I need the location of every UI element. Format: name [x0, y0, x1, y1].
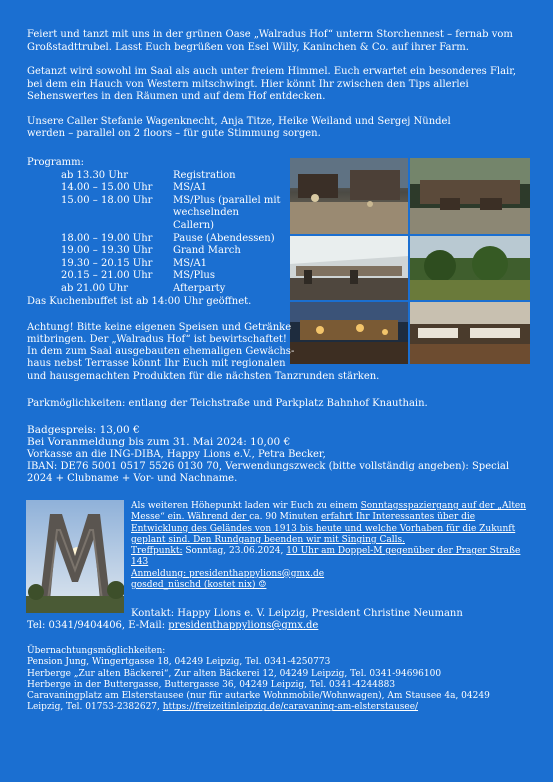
hall-interior-photo: [290, 236, 408, 300]
walk-title-link[interactable]: Sonntagsspaziergang auf der „Alten: [360, 501, 527, 511]
lodging-item: Pension Jung, Wingertgasse 18, 04249 Leipzig, Tel. 0341-4250773: [27, 657, 331, 668]
early-price: Bei Voranmeldung bis zum 31. Mai 2024: 10,00 €: [27, 436, 291, 448]
lodging-item: Caravaningplatz am Elsterstausee (nur für autarke Wohnmobile/Wohnwagen), Am Stausee 4a, 04249: [27, 691, 490, 702]
parking-text: Parkmöglichkeiten: entlang der Teichstraße und Parkplatz Bahnhof Knauthain.: [27, 398, 428, 409]
intro-paragraph-2: Getanzt wird sowohl im Saal als auch unter freiem Himmel. Euch erwartet ein besonderes Flair, bei dem ein Hauch von Western mitschwingt. Hier könnt Ihr zwischen den Tips allerlei Sehenswertes in den Räumen und auf dem Hof entdecken.: [27, 66, 517, 103]
notice-line-2: mitbringen. Der „Walradus Hof“ ist bewirtschaftet!: [27, 334, 287, 345]
caravaning-link[interactable]: https://freizeitinleipzig.de/caravaning-am-elsterstausee/: [162, 702, 419, 713]
program-heading: Programm:: [27, 157, 85, 168]
lodging-item: Herberge „Zur alten Bäckerei“, Zur alten Bäckerei 12, 04249 Leipzig, Tel. 0341-94696100: [27, 668, 442, 679]
evening-terrace-photo: [290, 302, 408, 364]
program-row: 20.15 – 21.00 Uhr MS/Plus: [61, 270, 215, 282]
callers-line: Unsere Caller Stefanie Wagenknecht, Anja Titze, Heike Weiland und Sergej Nündel: [27, 116, 451, 127]
callers-line-2: werden – parallel on 2 floors – für gute Stimmung sorgen.: [27, 128, 321, 139]
program-row: ab 21.00 Uhr Afterparty: [61, 282, 226, 294]
meeting-point-label: Treffpunkt:: [131, 546, 183, 557]
program-row: ab 13.30 Uhr Registration: [61, 169, 236, 181]
intro-paragraph-1: Feiert und tanzt mit uns in der grünen Oase „Walradus Hof“ unterm Storchennest – fernab vom Großstadttrubel. Lasst Euch begrüßen von Esel Willy, Kaninchen & Co. auf ihrer Farm.: [27, 29, 513, 53]
program-row: wechselnden Callern): [173, 207, 239, 231]
contact-email-link[interactable]: presidenthappylions@gmx.de: [168, 620, 319, 631]
badge-price: Badgespreis: 13,00 €: [27, 424, 140, 436]
garden-photo: [410, 236, 530, 300]
notice-line-3: In dem zum Saal ausgebauten ehemaligen Gewächs-: [27, 346, 295, 357]
contact-line: Kontakt: Happy Lions e. V. Leipzig, President Christine Neumann: [131, 608, 463, 619]
notice-line-1: Achtung! Bitte keine eigenen Speisen und Getränke: [27, 322, 292, 333]
doppel-m-monument-photo: [26, 500, 124, 613]
lodging-section: [27, 646, 490, 714]
lodging-item: Herberge in der Buttergasse, Buttergasse 36, 04249 Leipzig, Tel. 0341-4244883: [27, 679, 396, 690]
program-row: 19.00 – 19.30 Uhr Grand March: [61, 245, 241, 257]
program-section: [27, 157, 283, 296]
program-row: 18.00 – 19.00 Uhr Pause (Abendessen): [61, 232, 275, 244]
cake-buffet-text: Das Kuchenbuffet ist ab 14:00 Uhr geöffnet.: [27, 296, 252, 307]
payment-reference-line: 2024 + Clubname + Vor- und Nachname.: [27, 473, 238, 484]
venue-photo-collage: [290, 158, 530, 364]
dining-hall-photo: [410, 302, 530, 364]
walk-cost-note: gosded_nüschd (kostet nix) ☺: [131, 580, 267, 591]
courtyard-photo: [290, 158, 408, 234]
program-row: 15.00 – 18.00 Uhr MS/Plus (parallel mit: [61, 194, 281, 206]
lodging-heading: Übernachtungsmöglichkeiten:: [27, 646, 166, 656]
notice-line-5: und hausgemachten Produkten für die nächsten Tanzrunden stärken.: [27, 371, 380, 382]
terrace-photo: [410, 158, 530, 234]
program-row: 14.00 – 15.00 Uhr MS/A1: [61, 182, 208, 194]
sunday-walk-section: Als weiteren Höhepunkt laden wir Euch zu einem Sonntagsspaziergang auf der „Alten Messe“ ein. Während der ca. 90 Minuten erfahrt Ihr Interessantes über die Entwicklung des Geländes von 1913 bis heute und welche Vorhaben für die Zukunft geplant sind. Den Rundgang beenden wir mit Singing Calls. Treffpunkt: Sonntag, 23.06.2024, 10 Uhr am Doppel-M gegenüber der Prager Straße 143 Anmeldung: presidenthappylions@gmx.de gosded_nüschd (kostet nix) ☺: [131, 501, 527, 591]
contact-phone-line: Tel: 0341/9404406, E-Mail: presidenthappylions@gmx.de: [27, 620, 319, 631]
walk-registration-email-link[interactable]: Anmeldung: presidenthappylions@gmx.de: [131, 568, 325, 579]
lodging-item: Leipzig, Tel. 01753-2382627, https://freizeitinleipzig.de/caravaning-am-elsterstausee/: [27, 702, 419, 713]
notice-line-4: haus nebst Terrasse könnt Ihr Euch mit regionalen: [27, 358, 286, 369]
payment-line-1: Vorkasse an die ING-DIBA, Happy Lions e.V., Petra Becker,: [27, 449, 326, 460]
program-row: 19.30 – 20.15 Uhr MS/A1: [61, 257, 208, 269]
iban-line: IBAN: DE76 5001 0517 5526 0130 70, Verwendungszweck (bitte vollständig angeben): Special: [27, 461, 510, 472]
